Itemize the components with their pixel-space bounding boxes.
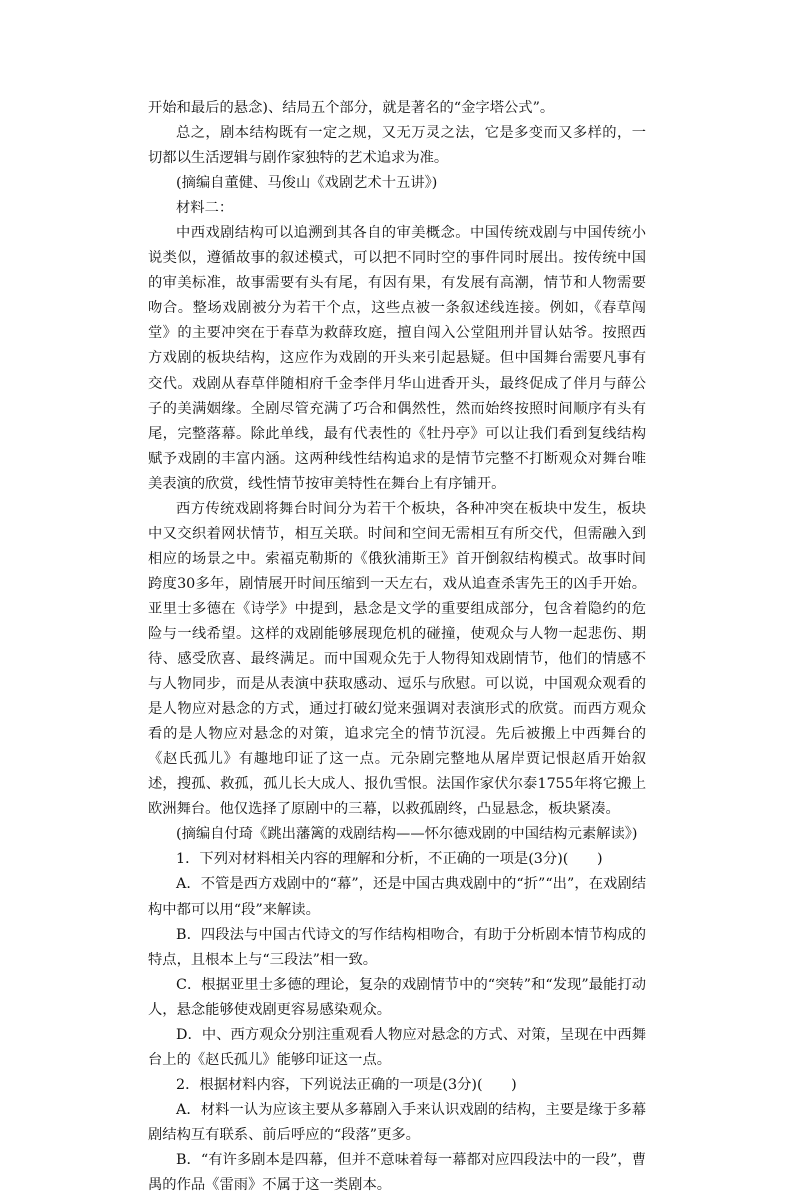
question-1-option-d: D．中、西方观众分别注重观看人物应对悬念的方式、对策，呈现在中西舞台上的《赵氏孤儿》能够印证这一点。: [148, 1026, 646, 1068]
paragraph-chinese-structure: 中西戏剧结构可以追溯到其各自的审美概念。中国传统戏剧与中国传统小说类似，遵循故事的叙述模式，可以把不同时空的事件同时展出。按传统中国的审美标准，故事需要有头有尾，有因有果，有发展有高潮，情节和人物需要吻合。整场戏剧被分为若干个点，这些点被一条叙述线连接。例如，《春草闯堂》的主要冲突在于春草为救薛玫庭，擅自闯入公堂阻刑并冒认姑爷。按照西方戏剧的板块结构，这应作为戏剧的开头来引起悬疑。但中国舞台需要凡事有交代。戏剧从春草伴随相府千金李伴月华山进香开头，最终促成了伴月与薛公子的美满姻缘。全剧尽管充满了巧合和偶然性，然而始终按照时间顺序有头有尾，完整落幕。除此单线，最有代表性的《牡丹亭》可以让我们看到复线结构赋予戏剧的丰富内涵。这两种线性结构追求的是情节完整不打断观众对舞台唯美表演的欣赏，线性情节按审美特性在舞台上有序铺开。: [148, 225, 646, 492]
question-2-option-b: B．“有许多剧本是四幕，但并不意味着每一幕都对应四段法中的一段”，曹禺的作品《雷雨》不属于这一类剧本。: [148, 1151, 646, 1194]
question-1-option-c: C．根据亚里士多德的理论，复杂的戏剧情节中的“突转”和“发现”最能打动人，悬念能够使戏剧更容易感染观众。: [148, 976, 646, 1018]
question-1-stem: 1．下列对材料相关内容的理解和分析，不正确的一项是(3分)( ): [176, 851, 603, 868]
paragraph-continuation: 开始和最后的悬念)、结局五个部分，就是著名的“金字塔公式”。: [148, 100, 555, 116]
source-citation-2: (摘编自付琦《跳出藩篱的戏剧结构——怀尔德戏剧的中国结构元素解读》): [176, 826, 638, 843]
question-1-option-b: B．四段法与中国古代诗文的写作结构相吻合，有助于分析剧本情节构成的特点，且根本上与“三段法”相一致。: [148, 926, 646, 968]
paragraph-western-structure: 西方传统戏剧将舞台时间分为若干个板块，各种冲突在板块中发生，板块中又交织着网状情节，相互关联。时间和空间无需相互有所交代，但需融入到相应的场景之中。索福克勒斯的《俄狄浦斯王》首开倒叙结构模式。故事时间跨度30多年，剧情展开时间压缩到一天左右，戏从追查杀害先王的凶手开始。亚里士多德在《诗学》中提到，悬念是文学的重要组成部分，包含着隐约的危险与一线希望。这样的戏剧能够展现危机的碰撞，使观众与人物一起悲伤、期待、感受欣喜、最终满足。而中国观众先于人物得知戏剧情节，他们的情感不与人物同步，而是从表演中获取感动、逗乐与欣慰。可以说，中国观众观看的是人物应对悬念的方式，通过打破幻觉来强调对表演形式的欣赏。而西方观众看的是人物应对悬念的对策，追求完全的情节沉浸。先后被搬上中西舞台的《赵氏孤儿》有趣地印证了这一点。元杂剧完整地从屠岸贾记恨赵盾开始叙述，搜孤、救孤，孤儿长大成人、报仇雪恨。法国作家伏尔泰1755年将它搬上欧洲舞台。他仅选择了原剧中的三幕，以救孤剧终，凸显悬念，板块紧凑。: [148, 500, 646, 818]
document-page: [148, 96, 646, 1198]
question-1-option-a: A．不管是西方戏剧中的“幕”，还是中国古典戏剧中的“折”“出”，在戏剧结构中都可以用“段”来解读。: [148, 876, 646, 918]
material-two-heading: 材料二：: [176, 200, 234, 217]
source-citation-1: (摘编自董健、马俊山《戏剧艺术十五讲》): [176, 175, 438, 192]
question-2-stem: 2．根据材料内容，下列说法正确的一项是(3分)( ): [176, 1076, 517, 1093]
paragraph-conclusion: 总之，剧本结构既有一定之规，又无万灵之法，它是多变而又多样的，一切都以生活逻辑与剧作家独特的艺术追求为准。: [148, 125, 646, 167]
question-2-option-a: A．材料一认为应该主要从多幕剧入手来认识戏剧的结构，主要是缘于多幕剧结构互有联系、前后呼应的“段落”更多。: [148, 1101, 646, 1143]
